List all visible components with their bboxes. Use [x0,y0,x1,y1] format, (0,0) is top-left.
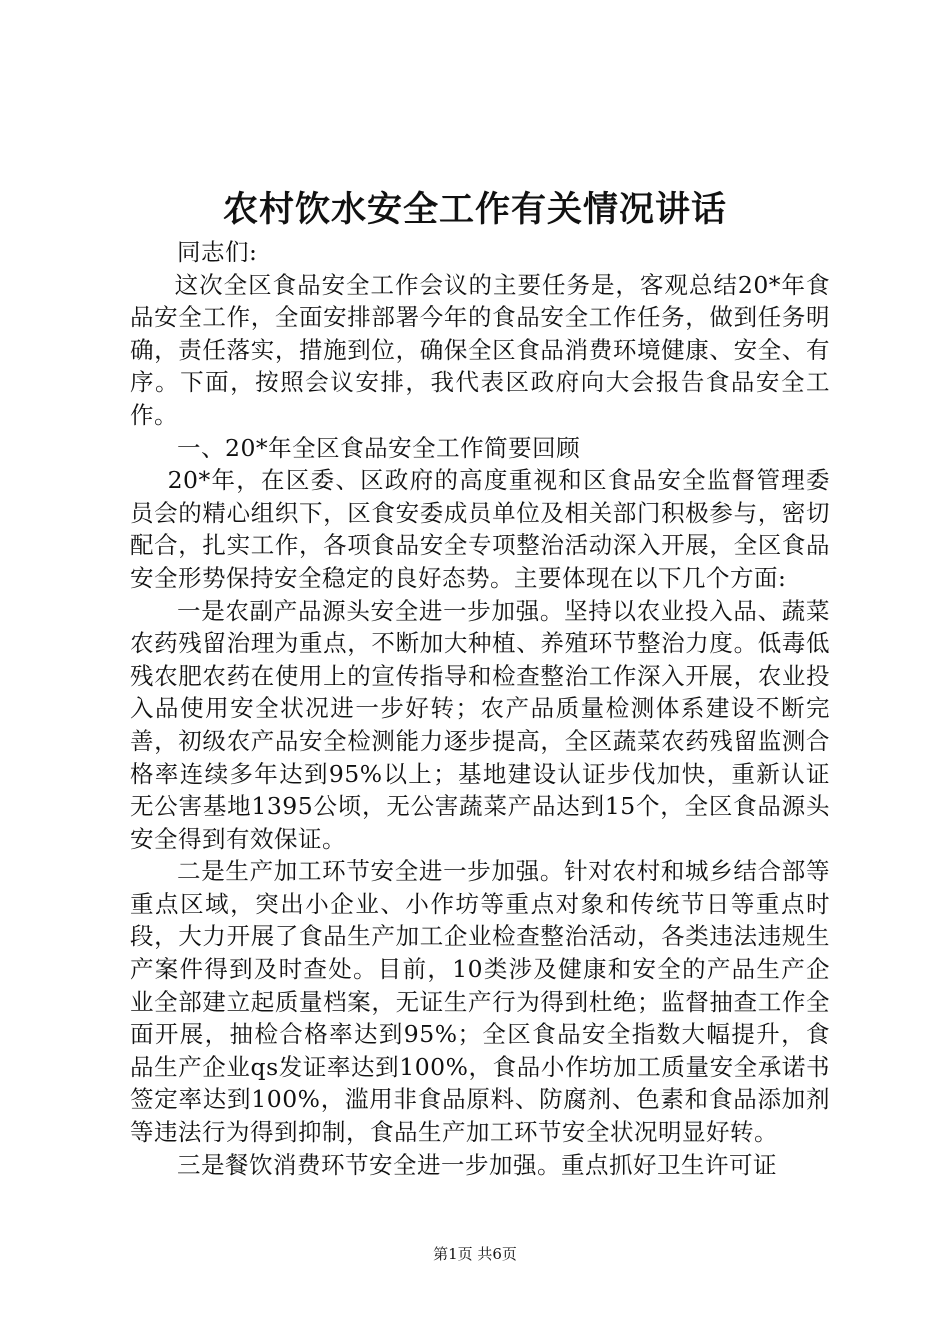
section-heading-review: 一、20*年全区食品安全工作简要回顾 [177,433,581,462]
paragraph-intro: 这次全区食品安全工作会议的主要任务是，客观总结20*年食品安全工作，全面安排部署今年的食品安全工作任务，做到任务明确，责任落实，措施到位，确保全区食品消费环境健康、安全、有序。下面，按照会议安排，我代表区政府向大会报告食品安全工作。 [130,270,830,429]
greeting: 同志们: [177,238,258,266]
paragraph-production-processing: 二是生产加工环节安全进一步加强。针对农村和城乡结合部等重点区域，突出小企业、小作坊等重点对象和传统节日等重点时段，大力开展了食品生产加工企业检查整治活动，各类违法违规生产案件得到及时查处。目前，10类涉及健康和安全的产品生产企业全部建立起质量档案，无证生产行为得到杜绝；监督抽查工作全面开展，抽检合格率达到95%；全区食品安全指数大幅提升，食品生产企业qs发证率达到100%，食品小作坊加工质量安全承诺书签定率达到100%，滥用非食品原料、防腐剂、色素和食品添加剂等违法行为得到抑制，食品生产加工环节安全状况明显好转。 [130,857,830,1147]
paragraph-catering: 三是餐饮消费环节安全进一步加强。重点抓好卫生许可证 [177,1150,777,1179]
document-title: 农村饮水安全工作有关情况讲话 [222,189,727,230]
paragraph-agricultural-source: 一是农副产品源头安全进一步加强。坚持以农业投入品、蔬菜农药残留治理为重点，不断加大种植、养殖环节整治力度。低毒低残农肥农药在使用上的宣传指导和检查整治工作深入开展，农业投入品使用安全状况进一步好转；农产品质量检测体系建设不断完善，初级农产品安全检测能力逐步提高，全区蔬菜农药残留监测合格率连续多年达到95%以上；基地建设认证步伐加快，重新认证无公害基地1395公顷，无公害蔬菜产品达到15个，全区食品源头安全得到有效保证。 [130,596,830,853]
page-footer: 第1页 共6页 [433,1245,517,1263]
paragraph-overview: 20*年，在区委、区政府的高度重视和区食品安全监督管理委员会的精心组织下，区食安委成员单位及相关部门积极参与，密切配合，扎实工作，各项食品安全专项整治活动深入开展，全区食品安全形势保持安全稳定的良好态势。主要体现在以下几个方面: [130,466,830,592]
document-body [130,236,830,1181]
